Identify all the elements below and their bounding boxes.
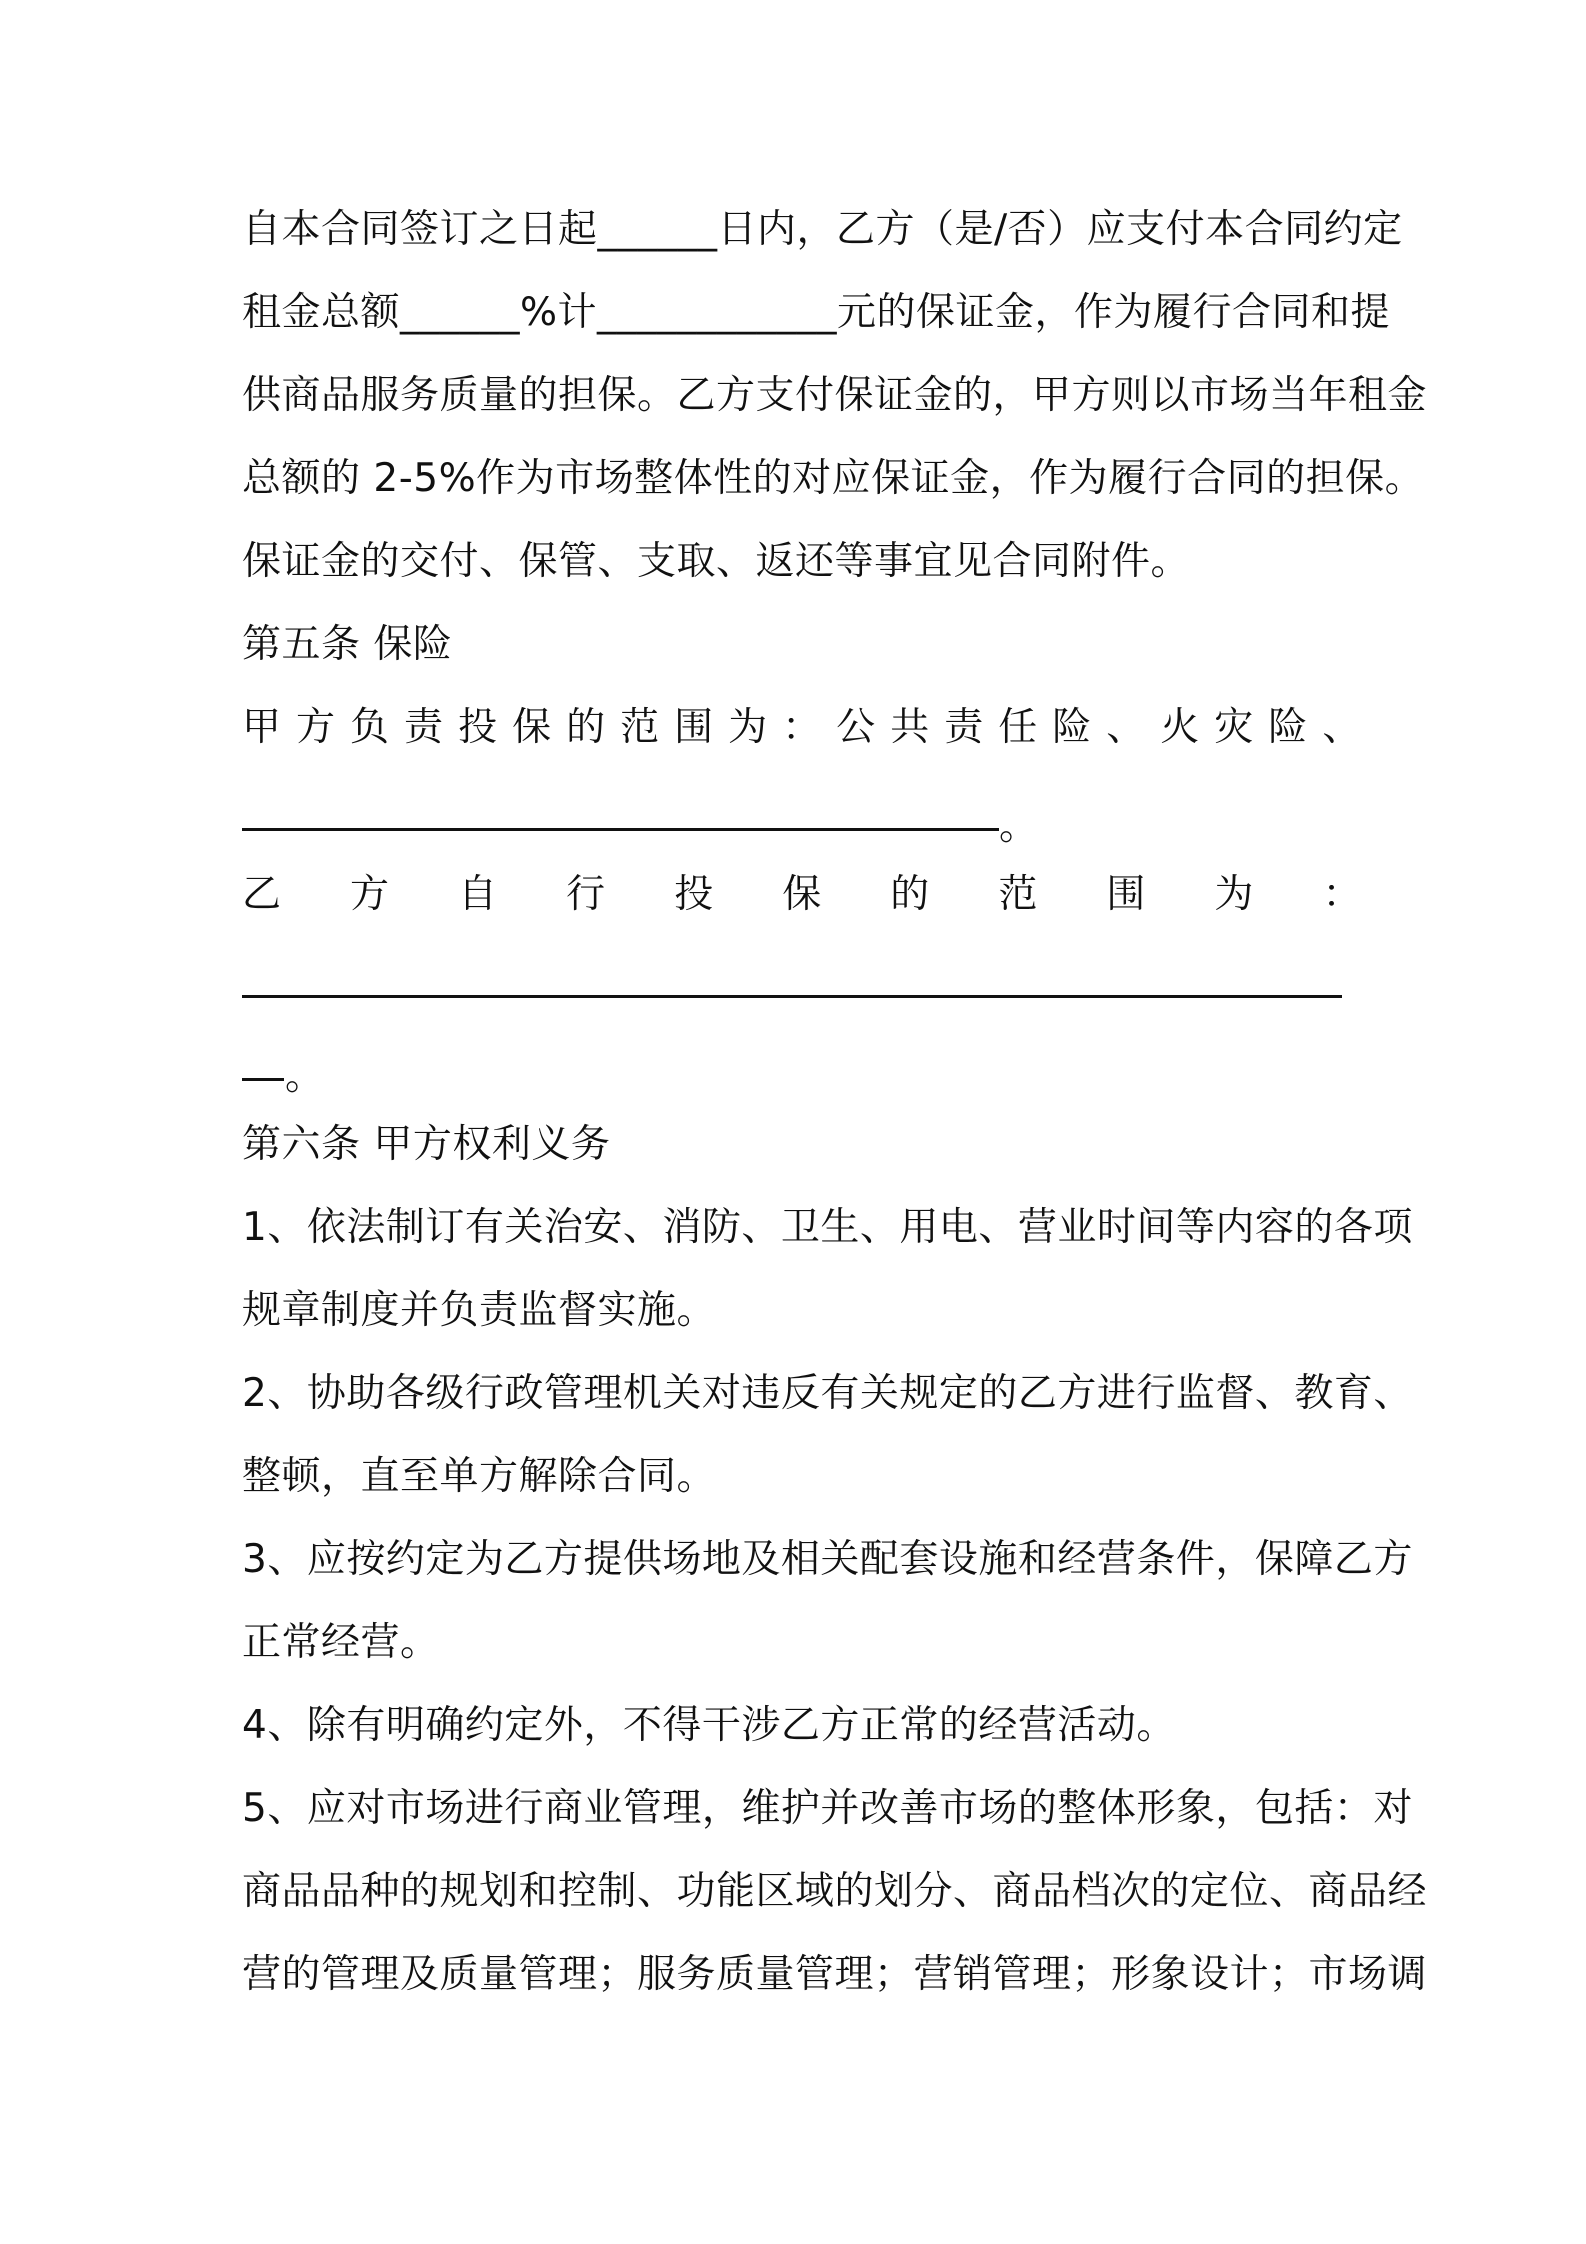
text-line: 整顿，直至单方解除合同。 <box>242 1454 717 1499</box>
justified-char: 任 <box>998 705 1038 750</box>
text-line: 营的管理及质量管理；服务质量管理；营销管理；形象设计；市场调 <box>242 1952 1428 1997</box>
justified-char: ： <box>1322 872 1362 917</box>
justified-char: 灾 <box>1214 705 1254 750</box>
text-line: 保证金的交付、保管、支取、返还等事宜见合同附件。 <box>242 539 1191 584</box>
partyA-insurance-scope <box>242 703 1362 753</box>
justified-char: 为 <box>1214 872 1254 917</box>
justified-char: 的 <box>890 872 930 917</box>
justified-char: 行 <box>566 872 606 917</box>
text-line: 正常经营。 <box>242 1620 440 1665</box>
text-line: 2、协助各级行政管理机关对违反有关规定的乙方进行监督、教育、 <box>242 1371 1413 1416</box>
justified-char: 公 <box>836 705 876 750</box>
text-line: 供商品服务质量的担保。乙方支付保证金的，甲方则以市场当年租金 <box>242 373 1428 418</box>
blank-end-mark: 。 <box>999 804 1039 849</box>
justified-char: 共 <box>890 705 930 750</box>
justified-char: 保 <box>782 872 822 917</box>
justified-char: ： <box>782 705 822 750</box>
justified-char: 、 <box>1106 705 1146 750</box>
justified-char: 范 <box>998 872 1038 917</box>
justified-char: 方 <box>350 872 390 917</box>
justified-char: 围 <box>1106 872 1146 917</box>
text-line: 自本合同签订之日起______日内，乙方（是/否）应支付本合同约定 <box>242 207 1403 252</box>
justified-char: 保 <box>512 705 552 750</box>
fill-in-blank-line <box>242 1078 284 1081</box>
text-line: 3、应按约定为乙方提供场地及相关配套设施和经营条件，保障乙方 <box>242 1537 1413 1582</box>
fill-in-blank-line <box>242 828 999 831</box>
text-line: 规章制度并负责监督实施。 <box>242 1288 717 1333</box>
text-line: 5、应对市场进行商业管理，维护并改善市场的整体形象，包括：对 <box>242 1786 1413 1831</box>
text-line: 1、依法制订有关治安、消防、卫生、用电、营业时间等内容的各项 <box>242 1205 1413 1250</box>
justified-char: 火 <box>1160 705 1200 750</box>
justified-char: 为 <box>728 705 768 750</box>
justified-char: 范 <box>620 705 660 750</box>
fill-in-blank-line <box>242 995 1342 998</box>
text-line: 4、除有明确约定外，不得干涉乙方正常的经营活动。 <box>242 1703 1176 1748</box>
justified-char: 负 <box>350 705 390 750</box>
justified-char: 责 <box>944 705 984 750</box>
partyB-insurance-scope <box>242 870 1362 920</box>
justified-char: 险 <box>1052 705 1092 750</box>
justified-char: 围 <box>674 705 714 750</box>
article6-heading: 第六条 甲方权利义务 <box>242 1122 611 1167</box>
justified-char: 自 <box>458 872 498 917</box>
justified-char: 投 <box>674 872 714 917</box>
justified-char: 甲 <box>242 705 282 750</box>
text-line: 租金总额______%计____________元的保证金，作为履行合同和提 <box>242 290 1391 335</box>
justified-char: 、 <box>1322 705 1362 750</box>
article5-heading: 第五条 保险 <box>242 622 453 667</box>
justified-char: 的 <box>566 705 606 750</box>
justified-char: 乙 <box>242 872 282 917</box>
text-line: 总额的 2-5%作为市场整体性的对应保证金，作为履行合同的担保。 <box>242 456 1425 501</box>
justified-char: 方 <box>296 705 336 750</box>
blank-end-mark: 。 <box>285 1054 325 1099</box>
text-line: 商品品种的规划和控制、功能区域的划分、商品档次的定位、商品经 <box>242 1869 1428 1914</box>
justified-char: 投 <box>458 705 498 750</box>
justified-char: 责 <box>404 705 444 750</box>
justified-char: 险 <box>1268 705 1308 750</box>
